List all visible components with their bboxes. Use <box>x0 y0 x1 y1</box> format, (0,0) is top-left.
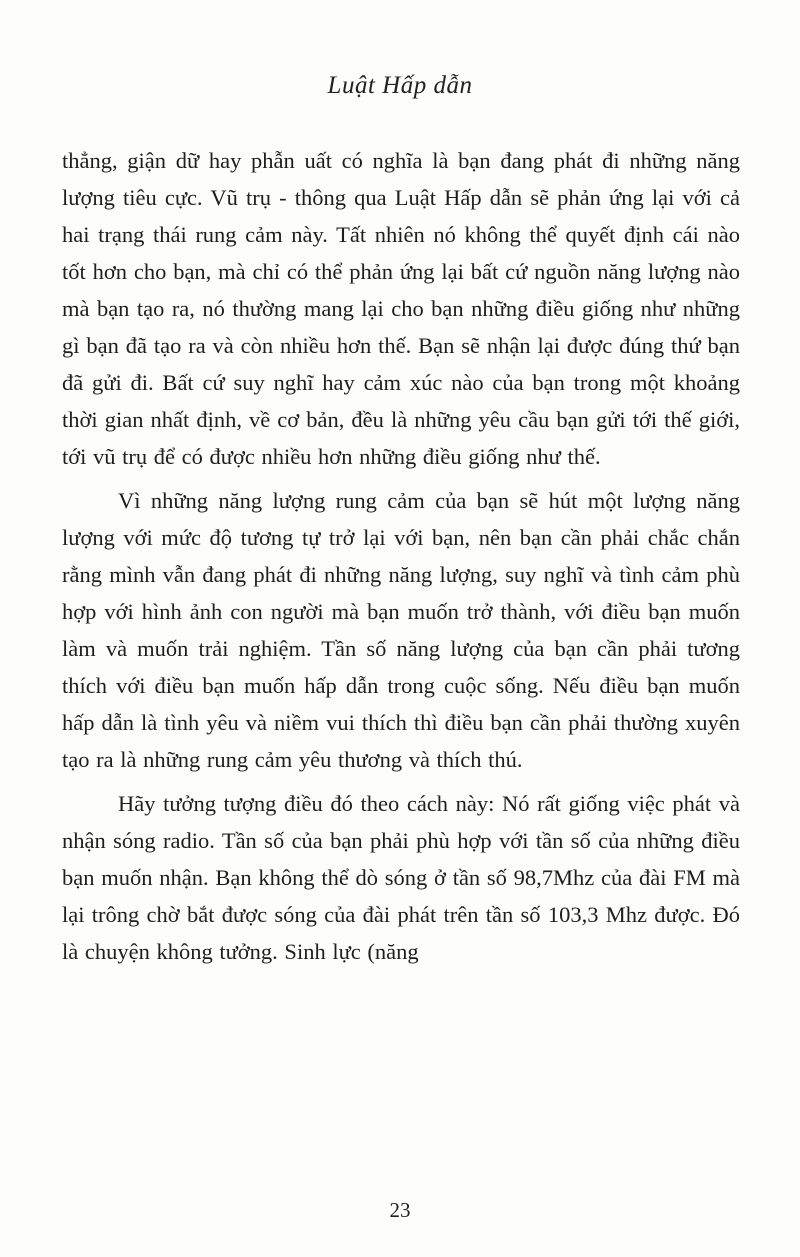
paragraph: Hãy tưởng tượng điều đó theo cách này: Nó rất giống việc phát và nhận sóng radio. Tần số của bạn phải phù hợp với tần số của những điều bạn muốn nhận. Bạn không thể dò sóng ở tần số 98,7Mhz của đài FM mà lại trông chờ bắt được sóng của đài phát trên tần số 103,3 Mhz được. Đó là chuyện không tưởng. Sinh lực (năng <box>62 791 740 964</box>
page-body <box>62 142 740 970</box>
running-head-title: Luật Hấp dẫn <box>327 72 473 99</box>
paragraph: Vì những năng lượng rung cảm của bạn sẽ hút một lượng năng lượng với mức độ tương tự trở lại với bạn, nên bạn cần phải chắc chắn rằng mình vẫn đang phát đi những năng lượng, suy nghĩ và tình cảm phù hợp với hình ảnh con người mà bạn muốn trở thành, với điều bạn muốn làm và muốn trải nghiệm. Tần số năng lượng của bạn cần phải tương thích với điều bạn muốn hấp dẫn trong cuộc sống. Nếu điều bạn muốn hấp dẫn là tình yêu và niềm vui thích thì điều bạn cần phải thường xuyên tạo ra là những rung cảm yêu thương và thích thú. <box>62 488 740 772</box>
paragraph-continuation: thẳng, giận dữ hay phẫn uất có nghĩa là bạn đang phát đi những năng lượng tiêu cực. Vũ trụ - thông qua Luật Hấp dẫn sẽ phản ứng lại với cả hai trạng thái rung cảm này. Tất nhiên nó không thể quyết định cái nào tốt hơn cho bạn, mà chỉ có thể phản ứng lại bất cứ nguồn năng lượng nào mà bạn tạo ra, nó thường mang lại cho bạn những điều giống như những gì bạn đã tạo ra và còn nhiều hơn thế. Bạn sẽ nhận lại được đúng thứ bạn đã gửi đi. Bất cứ suy nghĩ hay cảm xúc nào của bạn trong một khoảng thời gian nhất định, về cơ bản, đều là những yêu cầu bạn gửi tới thế giới, tới vũ trụ để có được nhiều hơn những điều giống như thế. <box>62 148 740 469</box>
page-number: 23 <box>389 1198 411 1222</box>
